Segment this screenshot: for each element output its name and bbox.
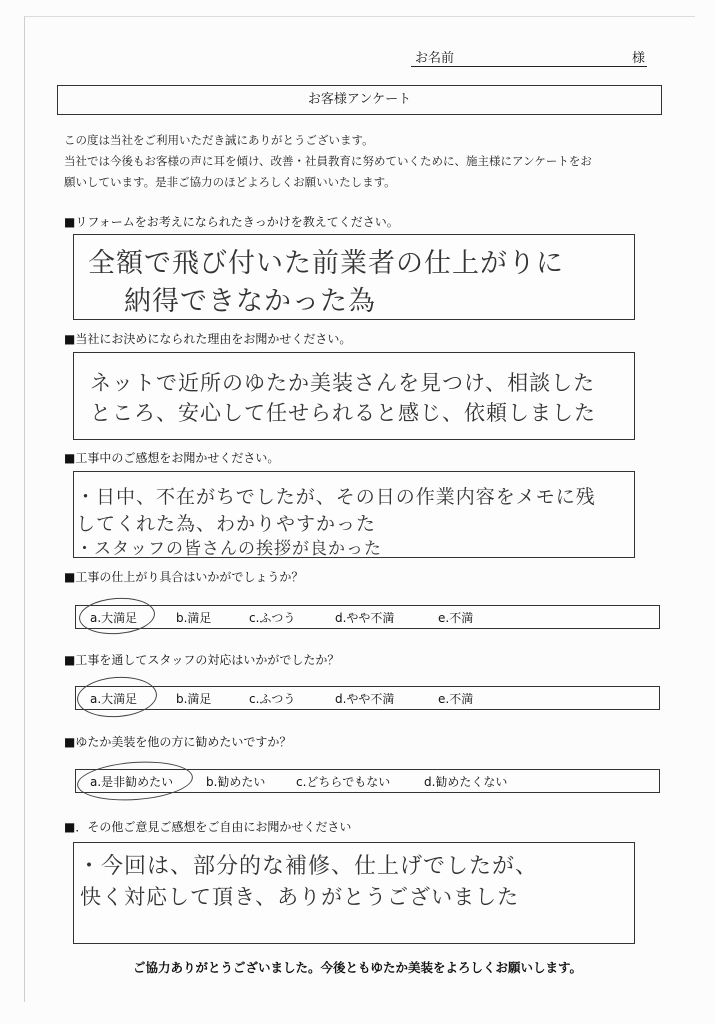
intro-text [64, 130, 684, 193]
intro-line: 当社では今後もお客様の声に耳を傾け、改善・社員教育に努めていくために、施主様にアンケートをお [64, 154, 592, 168]
question-5-label: ■工事を通してスタッフの対応はいかがでしたか？ [64, 653, 340, 667]
option-b[interactable]: b.満足 [176, 611, 212, 625]
handwritten-line: ところ、安心して任せられると感じ、依頼しました [90, 401, 596, 425]
name-label: お名前 [415, 51, 455, 66]
option-d[interactable]: d.やや不満 [335, 611, 395, 625]
question-3-label: ■工事中のご感想をお聞かせください。 [64, 451, 280, 465]
question-2-answer-box[interactable] [73, 352, 635, 440]
handwritten-line: ・スタッフの皆さんの挨拶が良かった [76, 539, 382, 559]
handwritten-line: 快く対応して頂き、ありがとうございました [80, 885, 520, 909]
option-a[interactable]: a.大満足 [90, 692, 138, 706]
question-2-label: ■当社にお決めになられた理由をお聞かせください。 [64, 332, 352, 346]
option-e[interactable]: e.不満 [438, 692, 474, 706]
option-c[interactable]: c.ふつう [249, 611, 296, 625]
question-5-options [75, 686, 660, 710]
option-b[interactable]: b.満足 [176, 692, 212, 706]
closing-message: ご協力ありがとうございました。今後ともゆたか美装をよろしくお願いします。 [132, 960, 582, 975]
option-d[interactable]: d.勧めたくない [424, 775, 508, 789]
question-4-options [75, 605, 660, 629]
question-4-label: ■工事の仕上がり具合はいかがでしょうか？ [64, 570, 304, 584]
name-field[interactable] [411, 46, 647, 67]
question-7-label: ■．その他ご意見ご感想をご自由にお聞かせください [64, 820, 352, 834]
question-1-label: ■リフォームをお考えになられたきっかけを教えてください。 [64, 215, 399, 229]
survey-title: お客様アンケート [57, 85, 662, 115]
option-d[interactable]: d.やや不満 [335, 692, 395, 706]
question-6-label: ■ゆたか美装を他の方に勧めたいですか？ [64, 735, 292, 749]
option-e[interactable]: e.不満 [438, 611, 474, 625]
option-a[interactable]: a.大満足 [90, 611, 138, 625]
handwritten-line: 全額で飛び付いた前業者の仕上がりに [88, 248, 564, 279]
handwritten-line: ネットで近所のゆたか美装さんを見つけ、相談した [90, 371, 596, 395]
handwritten-line: してくれた為、わかりやすかった [76, 513, 377, 535]
handwritten-line: 納得できなかった為 [124, 286, 376, 317]
option-b[interactable]: b.勧めたい [206, 775, 266, 789]
intro-line: 願いしています。是非ご協力のほどよろしくお願いいたします。 [64, 175, 396, 189]
handwritten-line: ・日中、不在がちでしたが、その日の作業内容をメモに残 [76, 486, 596, 508]
question-7-answer-box[interactable] [73, 842, 635, 944]
intro-line: この度は当社をご利用いただき誠にありがとうございます。 [64, 133, 374, 147]
question-1-answer-box[interactable] [73, 234, 635, 320]
question-3-answer-box[interactable] [73, 471, 635, 558]
option-c[interactable]: c.どちらでもない [296, 775, 391, 789]
option-c[interactable]: c.ふつう [249, 692, 296, 706]
name-suffix: 様 [631, 51, 645, 66]
option-a[interactable]: a.是非勧めたい [90, 775, 174, 789]
handwritten-line: ・今回は、部分的な補修、仕上げでしたが、 [78, 854, 539, 879]
